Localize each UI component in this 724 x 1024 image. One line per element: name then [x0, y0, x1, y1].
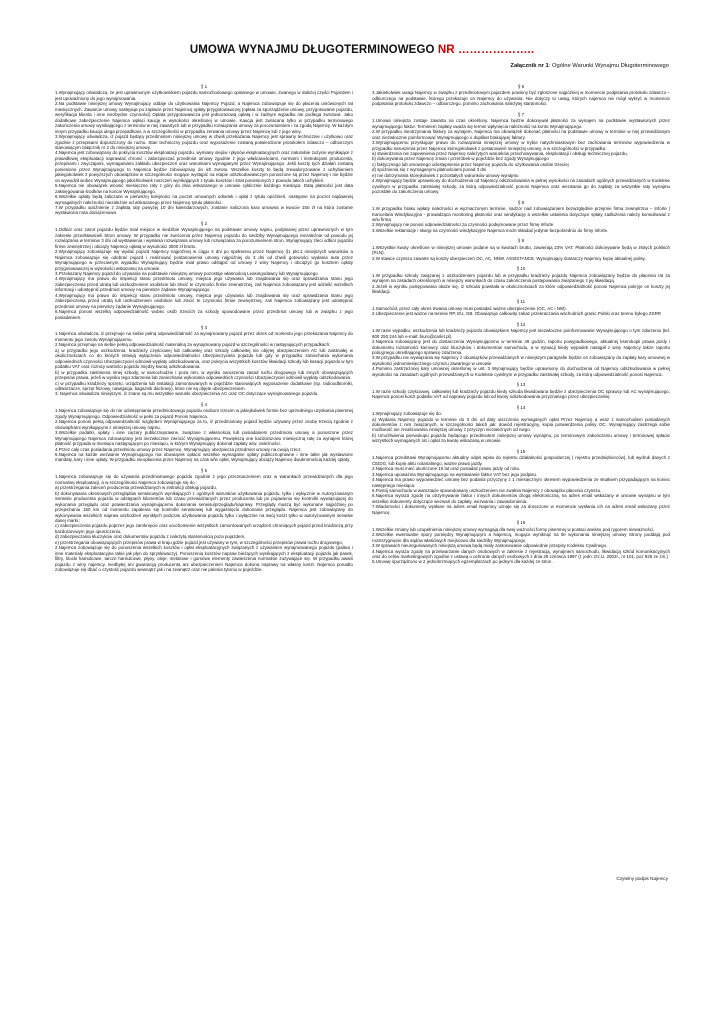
clause-paragraph: 6.Wszelkie opłaty będą zaliczane w pierwszej kolejności na poczet umownych odsetek i opłat z tytułu opóźnień, następnie na poczet najdawniej wymagalnych należności niezależnie od wskazanego przez Najemcę tytułu płatności.	[55, 194, 353, 205]
section	[372, 200, 670, 234]
clause-paragraph: 4.Pomimo zastrzeżonej kary umownej określonej w ust. 3 Wynajmujący będzie uprawniony do dochodzenia od Najemcy odszkodowania w pełnej wysokości na zasadach ogólnych przewidzianych w Kodeksie cywilnym w przypadku zaistniałej szkody, za którą odpowiedzialność ponosi Najemca.	[372, 366, 670, 377]
clause-paragraph: 3.Wszelkie podatki, opłaty i inne ciężary publicznoprawne, związane z własnością lub posiadaniem przedmiotu umowy a ponoszone przez Wynajmującego Najemca zobowiązany jest niezwłocznie zwrócić Wynajmującemu. Powiększą one każdorazowo miesięczną ratę za wynajem której płatność przypada w miesiącu następującym po miesiącu, w którym Wynajmujący dokonał zapłaty w/w. należności.	[55, 430, 353, 447]
clause-paragraph: 3.Przekazany Najemcy pojazd do używania na podstawie niniejszej umowy pozostaje własnością Leasingodawcy lub Wynajmującego.	[55, 270, 319, 276]
clause-paragraph: 3.W przypadku nie wywiązania się Najemcy z obowiązków przewidzianych w niniejszym paragrafie będzie on zobowiązany do zapłaty kary umownej w wysokości jednomiesięcznego czynszu zawartego w umowie	[372, 355, 670, 366]
annex-description: : Ogólne Warunki Wynajmu Długoterminowego	[548, 63, 669, 69]
section-heading: § 9	[517, 238, 525, 244]
clause-paragraph: d) zabezpieczania kluczyków oraz dokumentów pojazdu z należytą starannością poza pojazdem,	[55, 534, 246, 540]
clause-paragraph: 1.W przypadku szkody związanej z uszkodzeniem pojazdu lub w przypadku kradzieży pojazdu Najemca zobowiązany będzie do płacenia rat za wynajem na zasadach określonych w niniejszy warunkach do czasu zakończenia postępowania związanego z jej likwidacją.	[372, 272, 670, 284]
clause-paragraph: 3.Wynajmującemu przysługuje prawo do rozwiązania niniejszej umowy w trybie natychmiastowym bez zachowania terminów wypowiedzenia w przypadku naruszenia przez Najemcę któregokolwiek z postanowień niniejszej umowy, a w szczególności w przypadku:	[372, 140, 670, 151]
clause-paragraph: a) przestrzegania zaleceń producenta przewidzianych w instrukcji obsługi pojazdu,	[55, 485, 218, 491]
clause-paragraph: d) spóźnienia się z wymaganymi płatnościami ponad 3 dni	[372, 167, 487, 173]
clause-paragraph: c) faktycznego lub umownego udostępnienia przez Najemcę pojazdu do użytkowania osobie trzeciej	[372, 161, 569, 167]
section-heading: § 5	[200, 467, 208, 473]
clause-paragraph: 1.Najemca zobowiązuje się do używania przedmiotowego pojazdu zgodnie z jego przeznaczeniem oraz w warunkach przewidzianych dla jego normalnej eksploatacji, a w szczególności Najemca zobowiązuje się do :	[55, 474, 353, 485]
clause-paragraph: 2.Najemca musi mieć ukończone 19 lat oraz posiadać prawo jazdy od roku.	[372, 466, 521, 472]
clause-paragraph: 3.W sprawach nieuregulowanych niniejszą umową będą miały zastosowanie odpowiednie przepisy Kodeksu Cywilnego.	[372, 543, 608, 549]
clause-paragraph: e) przestrzegania obowiązujących przepisów prawa w kraju gdzie pojazd jest używany w tym, w szczególności przepisów prawa ruchu drogowego,	[55, 539, 344, 545]
clause-paragraph: a) Wydania Najemcy pojazdu w terminie do 3 dni od daty uiszczenia wymaganych opłat Przez Najemcę a wraz z samochodem posiadanych dokumentów z nim związanych, w szczególności takich jak: dowód rejestracyjny, kopia potwierdzenia polisy OC. Wynajmujący zastrzega sobie możliwość nie zrealizowania niniejszej umowy z przyczyn niezależnych od niego.	[372, 416, 670, 433]
clause-paragraph: 4.Najemca jest zobowiązany do pokrycia kosztów eksploatacji pojazdu, wymiany olejów i płynów eksploatacyjnych oraz naturalnie zużycie wynikające z prawidłowej eksploatacji naprawiać chronić i zabezpieczać przedmiot umowy zgodnie z jego właściwościami, normami i instrukcjami producenta, przepisami i zwyczajami, wymaganiami zakładu ubezpieczeń oraz warunkami wymaganymi przez Wynajmującego. Jeśli koszty tych działań zostaną poniesione przez Wynajmującego to Najemca będzie zobowiązany do ich zwrotu. Wszelkie koszty te będą zrewaloryzowane z uchybieniem jakiegokolwiek z powyższych obowiązków w szczególności mogące wystąpić na etapie odszkodowawczym ponoszone są przez Najemcę i nie będzie on wywodził wobec Wynajmującego jakichkolwiek roszczeń wynikających z tytułu kosztów i strat poniesionych z powodu takich uchybień.	[55, 150, 353, 183]
clause-paragraph: b) dokonywania okresowych przeglądów serwisowych wynikających z ogólnych warunków użytkowania pojazdu, tylko i wyłącznie w Autoryzowanym Serwisie producenta pojazdu w odstępach kilometrów lub czasu przewidzianych przez producenta lub po pojawieniu się kontrolki wywiązującej do wykonania przeglądu oraz potwierdzania wynajmującemu dokonania serwisu/przeglądu/naprawy. Przeglądy muszą być wykonane najpóźniej po przejechaniu 150 km od momentu zapalenia się kontrolki serwisowej lub wygaśnięciu dokonania przeglądu. Najemca jest zobowiązany do wykonywania wszelkich napraw uszkodzeń wynikłych podczas użytkowania pojazdu tylko i wyłącznie na swój koszt tylko w autoryzowanym serwisie danej marki ;	[55, 490, 353, 523]
clause-paragraph: 1.Wszelkie zmiany lub uzupełnienia niniejszej umowy wymagają dla swej ważności formy pisemnej w postaci aneksu pod rygorem nieważności.	[372, 526, 655, 532]
clause-paragraph: b) w przypadku zaistnienia innej szkody, w samochodzie i poza nim, w wyniku naruszenia zasad ruchu drogowego lub innych obowiązujących przepisów prawa, jeżeli w wyniku tego zdarzenia lub zaniechania wykonania odpowiednich czynności Ubezpieczyciel odmówił wypłaty odszkodowania.	[55, 369, 353, 381]
clause-paragraph: 3. Najemca oświadcza niniejszym, iż znane są mu wszystkie warunki ubezpieczenia AC oraz OC dotyczące wynajmowanego pojazdu.	[55, 391, 319, 397]
section-heading: § 3	[200, 325, 208, 331]
clause-paragraph: 6.Najemca wyraża zgodę na otrzymywanie faktur i innych dokumentów drogą elektroniczną, na adres email wskazany w umowie wynajmu w tym wszelkie dokumenty dotyczące wezwań do zapłaty, wezwania i zawiadomienia.	[372, 493, 670, 504]
clause-paragraph: 3.Wszelkie reklamacje i skargi na czynności windykacyjne Najemca może składać jedynie bezpośrednio do firmy Inforte.	[372, 227, 609, 233]
annex-label: Załącznik nr 1	[510, 63, 549, 69]
clause-paragraph: 3.Jakiekolwiek uwagi Najemcy w związku z przedmiotowym pojazdem powinny być zgłoszone najpóźniej w momencie podpisania protokołu zdawczo – odbiorczego na podstawie, którego przekazuje on Najemcy do używania. Nie dotyczy to uwag, których najemca nie mógł wykryć w momencie podpisania protokołu zdawczo – odbiorczego, pomimo zachowania należytej staranności.	[372, 90, 670, 107]
clause-paragraph: 2.Ubezpieczenie jest ważne na terenie RP, EU, GB. Obowiązuje całkowity zakaz przekraczania wschodnich granic Polski oraz terenu byłego ZSRR	[372, 311, 661, 317]
section-heading: § 1	[200, 84, 208, 89]
section	[372, 299, 670, 316]
section-heading: § 8	[517, 199, 525, 205]
clause-paragraph: 1.W razie szkody częściowej, całkowitej lub kradzieży pojazdu kiedy szkoda likwidowana będzie z ubezpieczenia OC sprawcy lub AC wynajmującego, Najemca ponosi koszt podatku VAT od naprawy pojazdu lub od kwoty odszkodowania przyznanego przez ubezpieczalnię.	[372, 388, 670, 400]
section	[372, 238, 670, 261]
right-column	[372, 84, 670, 570]
title-number: NR ………………..	[437, 44, 535, 56]
clause-paragraph: a) w przypadku jego uszkodzenia, kradzieży częściowej lub całkowitej oraz szkody całkowitej nie objętej ubezpieczeniem AC lub zaistniałej w okolicznościach co do których istnieją wyłączenia odpowiedzialności Ubezpieczyciela pojazdu lub gdy w przypadku zaniechania wykonania odpowiednich czynności Ubezpieczyciel odmówił wypłaty odszkodowania, oraz pokrycia wszystkich kosztów likwidacji szkody lub kasacji pojazdu w tym podatku VAT oraz różnicy wartości pojazdu między kwotą odszkodowania.	[55, 347, 353, 370]
section-heading: § 13	[516, 382, 526, 388]
clause-paragraph: 2.Najemca ponosi pełną odpowiedzialność względem Wynajmującego za to, iż przedmiotowy pojazd będzie używany przez osobę trzecią zgodnie z obowiązkami wynikającymi z niniejszej umowy najmu.	[55, 419, 353, 430]
clause-paragraph: e) nie dotrzymania którejkolwiek z pozostałych warunków umowy wynajmu	[372, 172, 519, 178]
clause-paragraph: 2.Wynajmujący zobowiązuje się wydać pojazd Najemcy najpóźniej w ciągu 3 dni po spełnieniu przez Najemcę §1 pkt.1 niniejszych warunków a Najemca zobowiązuje się odebrać pojazd i realizować postanowienia umowy najpóźniej do 3 dni od chwili gotowości wydania auta przez Wynajmującego w przeciwnym wypadku Wynajmujący będzie miał prawo odstąpić od umowy z winy Najemcy i obciążyć go kosztem opłaty przygotowawczej w wysokości wskazanej na umowie.	[55, 249, 353, 271]
clause-paragraph: 4.Wynajmujący ma prawo do inspekcji stanu przedmiotu umowy, miejsca jego używania lub znajdowania się oraz sprawdzania stanu jego zabezpieczenia przed utratą lub uszkodzeniem osobiście lub zlecić te czynności firmie zewnętrznej, zaś Najemca zobowiązany jest udzielić wszelkich informacji i udostępnić przedmiot umowy na pierwsze żądanie Wynajmującego.	[55, 276, 353, 293]
section	[55, 402, 353, 463]
clause-paragraph: 5.Postój samochodu w warsztacie spowodowany uszkodzeniem nie zwalnia Najemcy z obowiązku płacenia czynszu.	[372, 488, 602, 493]
clause-paragraph: 4.Przez cały czas posiadania przedmiotu umowy przez Najemcę, Wynajmujący ubezpiecza przedmiot umowy na cwoją rzecz.	[55, 446, 302, 452]
section-heading: § 10	[516, 266, 526, 272]
section	[55, 84, 353, 216]
section	[55, 325, 353, 397]
clause-paragraph: 2.W przypadku nieotrzymania faktury za wynajem, Najemca ma obowiązek dokonać płatności na podstawie umowy w terminie w niej przewidzianym oraz niezwłocznie poinformować Wynajmującego o duplikat brakującej faktury.	[372, 129, 670, 140]
annex-line	[510, 63, 669, 69]
clause-paragraph: 1.Wynajmujący oświadcza, że jest uprawnionym użytkownikiem pojazdu samochodowego opisanego w umowie, zwanego w dalszej części Pojazdem i jest upoważniony do jego wynajmowania.	[55, 90, 353, 101]
clause-paragraph: 4.Najemca ma prawo wypowiedzieć umowę bez podania przyczyny z 1 miesięcznym okresem wypowiedzenia ze skutkiem przypadającym na koniec następnego miesiąca.	[372, 477, 670, 488]
clause-paragraph: 2.Wynajmujący nie ponosi odpowiedzialności za czynności podejmowane przez firmę Inforte.	[372, 222, 555, 228]
clause-paragraph: c) w przypadku kradzieży sprzętu, urządzenia lub instalacji zamontowanych w pojeździe stanowiących wyposażenie dodatkowe (np. radioodbiorniki, odtwarzacze, sprzęt fiszowy, nawigacja, bagażnik dachowy), które nie są objęte ubezpieczeniem.	[55, 380, 353, 392]
clause-paragraph: a) stwierdzenia nie zapewnienia przez Najemcę należytych warunków przechowywania, eksploatacji i obsługi technicznej pojazdu,	[372, 150, 628, 156]
clause-paragraph: 1.Najemca oświadcza, iż przejmuje na siebie pełną odpowiedzialność za wynajmowany pojazd przez okres od momentu jego przekazania Najemcy do momentu jego zwrotu Wynajmującemu.	[55, 331, 353, 342]
section-heading: § 7	[517, 111, 525, 117]
section-heading: § 11	[516, 299, 526, 305]
section-heading: § 4	[200, 401, 208, 407]
clause-paragraph: 5.Najemca nie obowiązek wnosić miesięczne raty z góry do dnia wskazanego w umowie cyklicznie każdego miesiąca. Datą płatności jest data zaksięgowania środków na koncie Wynajmującego.	[55, 183, 353, 194]
section-heading: § 2	[200, 220, 208, 226]
clause-paragraph: 7.W przypadku opóźnienie z zapłatą raty powyżej 10 dni kalendarzowych, zostanie naliczona kara umowna w kwocie 150 zł na która zostanie wystawiona nota obciążeniowa	[55, 204, 353, 216]
section-heading: § 12	[516, 321, 526, 327]
document-title	[0, 44, 724, 56]
section-heading: § 6	[517, 84, 525, 89]
clause-paragraph: 4.Najemca wyraża zgodę na przetwarzanie danych osobowych w zakresie z rejestracją, wynajmem samochodu, likwidacją szkód komunikacyjnych oraz do celów marketingowych zgodnie z ustawą o ochronie danych osobowych z dnia 29 czerwca 1997 (t. jedn. Dz.U. 2002r., nr 101, poz 926 ze zm.)	[372, 548, 670, 559]
left-column	[55, 84, 353, 578]
clause-paragraph: 1.Wszystkie kwoty określone w niniejszej umowie podane są w kwotach brutto, zawierają 23% VAT. Płatności dokonywane będą w złotych polskich (PLN).	[372, 244, 670, 256]
section	[372, 405, 670, 444]
clause-paragraph: 1.W przypadku braku wpłaty należności w wyznaczonym terminie, nadzór nad zobowiązaniem bezwzględnie przejmie firma zewnętrzna – Inforte | Kancelaria Windykacyjna - prowadząca monitoring płatności oraz windykację a wszelkie ustalenia dotyczące spłaty zadłużenia należy konsultować z w/w firmą	[372, 206, 670, 222]
clause-paragraph: 5.Umowę sporządzono w 2 jednobrzmiących egzemplarzach po jednym dla każdej ze stron .	[372, 559, 554, 565]
clause-paragraph: 1.Wynajmujący zobowiązuje się do:	[372, 411, 443, 417]
clause-paragraph: c) zabezpieczenia pojazdu poprzez jego zamknięcie oraz uruchomienie wszystkich zamontowanych urządzeń chroniących pojazd przed kradzieżą przy każdorazowym jego opuszczeniu,	[55, 523, 353, 534]
clause-paragraph: b) Umożliwienia pierwokupu pojazdu będącego przedmiotem niniejszej umowy wynajmu, po terminowym zakończeniu umowy i terminowej spłacie wszystkich wymaganych rat i opłat za kwotę wskazaną w umowie.	[372, 432, 670, 444]
clause-paragraph: 1.Najemca przedstawi Wynajmującemu aktualny odpis wpisu do rejestru działalności gospodarczej ( rejestru przedsiębiorców), lub wydruk danych z CEIDG, lub kopię aktu notarialnego, ważne prawo jazdy.	[372, 455, 670, 466]
section	[55, 468, 353, 573]
section	[372, 84, 670, 107]
clause-paragraph: 4.Wynajmujący będzie uprawniony do dochodzenia od Najemcy odszkodowania w pełnej wysokości na zasadach ogólnych przewidzianych w Kodeksie cywilnym w przypadku zaistniałej szkody, za którą odpowiedzialność ponosi Najemca oraz wezwania go do zapłaty za wszystkie raty wynajmu pozostałe do zakończenia umowy.	[372, 178, 670, 195]
clause-paragraph: 1.Odbiór oraz zwrot pojazdu będzie miał miejsce w siedzibie Wynajmującego na podstawie umowy najmu, podpisanej przez uprawnionych w tym zakresie przedstawicieli Stron umowy. W przypadku nie zwrócenia przez Najemcę pojazdu do siedziby Wynajmującego niezależnie od powodu jej rozwiązania w terminie 3 dni od wystawienia i wysłania rozwiązania umowy lub rozwiązania za porozumieniem stron, Wynajmujący zleci odbiór pojazdu firmie zewnętrznej i obciąży Najemcę opłatą w wysokości 3000 zł brutto.	[55, 227, 353, 249]
clause-paragraph: 2.Wszelkie ewentualne spory pomiędzy Wynajmującym a Najemcą, mogące wyniknąć na tle wykonania niniejszej umowy Strony poddają pod rozstrzygnięcie dla sądów właściwych miejscowo dla siedziby Wynajmującego	[372, 532, 670, 543]
signature-label: Czytelny podpis Najemcy	[616, 876, 668, 881]
clause-paragraph: 2.Najemca przejmuje na siebie pełną odpowiedzialność materialną za wynajmowany pojazd w szczególności w następujących przypadkach:	[55, 342, 331, 348]
section	[372, 322, 670, 378]
section	[55, 221, 353, 320]
clause-paragraph: 7.Wiadomości i dokumenty wysłane na adres email Najemcy uznaje się za doręczone w momencie wysłania ich na adres email wskazany przez Najemcę.	[372, 504, 670, 515]
section	[372, 112, 670, 195]
clause-paragraph: 3.Najemca upoważnia Wynajmującego na wystawianie faktur VAT bez jego podpisu.	[372, 471, 538, 477]
clause-paragraph: 1.Najemca zobowiązuje się do nie udostępniania przedmiotowego pojazdu osobom trzecim w jakiejkolwiek formie bez uprzedniego uzyskania pisemnej zgody Wynajmującego. Odpowiedzialność w pełni za pojazd Ponosi Najemca.	[55, 408, 353, 419]
clause-paragraph: 1.Samochód, przez cały okres trwania umowy musi posiadać ważne ubezpieczenie (OC, AC i NW).	[372, 305, 567, 311]
clause-paragraph: 2.Najemca zobowiązuje się do ponoszenia wszelkich kosztów i opłat eksploatacyjnych związanych z używaniem wynajmowanego pojazdu (paliwo i inne materiały eksploatacyjne takie jak płyn do spryskiwaczy). Ponoszenia kosztów napraw bieżących wynikających z eksploatacji pojazdu jak pasek, filtry, klocki hamulcowe, tarcze hamulcowe, płyny, oleje, metalowe i gumowe elementy zawieszenia normalnie zużywające się. W przypadku awarii pojazdu z winy najemcy, niedbyłej ani gwarancją producenta ani ubezpieczeniem Najemca dokona naprawy na własny koszt. Najemca ponadto zobowiązuje się dbać o czystość pojazdu wewnątrz jak i na zewnątrz oraz nie palenia tytoniu w pojeździe.	[55, 545, 353, 573]
section-heading: § 15	[516, 448, 526, 454]
clause-paragraph: 2.Najemca zobowiązany jest do dostarczenia Wynajmującemu w terminie 48 godzin, raportu powypadkowego, aktualnej kserokopii prawa jazdy i dokumentu tożsamości kierowcy oraz kluczyków i dokumentów samochodu, a w sytuacji kiedy wypadek nastąpił z winy Najemcy także raportu policyjnego określającego sprawcę zdarzenia.	[372, 339, 670, 356]
title-main: UMOWA WYNAJMU DŁUGOTERMINOWEGO	[189, 44, 435, 56]
clause-paragraph: 2.Jeżeli w wyniku postępowania okaże się, iż szkoda powstała w okolicznościach za które odpowiedzialność ponosi Najemca pokryje on koszty jej likwidacji.	[372, 283, 670, 294]
section	[372, 266, 670, 294]
clause-paragraph: 2.W stawce czynszu zawarte są koszty ubezpieczeń OC, AC, NNW, ASSISTANCE. Wynajmujący dostarczy Najemcy kopię aktualnej polisy.	[372, 255, 646, 261]
clause-paragraph: 1.W razie wypadku, uszkodzenia lub kradzieży pojazdu obowiązkiem Najemcy jest niezwłoczne poinformowanie Wynajmującego o tym zdarzeniu (tel. 600 250 244 lub e-mail: biuro@carlet.pl).	[372, 328, 670, 339]
clause-paragraph: b) dokonywania przez Najemcę zmian i przeróbek w pojeździe bez zgody Wynajmującego	[372, 156, 549, 162]
clause-paragraph: 5.Najemca na każde wezwanie Wynajmującego ma obowiązek opłacić wszelkie wymagalne opłaty publicznoprawne i inne takie jak wystawione mandaty, kary i inne opłaty. W przypadku nieopłacenia przez Najemcę na czas w/w opłat, Wynajmujący obciąży Najemcę dwukrotnością każdej opłaty.	[55, 452, 353, 463]
clause-paragraph: 4.Wynajmujący ma prawo do inspekcji stanu przedmiotu umowy, miejsca jego używania lub znajdowania się oraz sprawdzania stanu jego zabezpieczenia przed utratą lub uszkodzeniem osobiście lub zlecić te czynności firmie zewnętrznej, zaś Najemca zobowiązany jest udostępnić przedmiot umowy na pierwszy żądanie Wynajmującego.	[55, 292, 353, 309]
section	[372, 520, 670, 565]
clause-paragraph: 1.Umowa niniejsza zostaje zawarta na czas określony. Najemca będzie dokonywał płatności za wynajem na podstawie wystawionych przez wynajmującego faktur. Terminem zapłaty uważa się termin wpłynięcia należności na konto Wynajmującego.	[372, 118, 670, 129]
clause-paragraph: 2.Na podstawie niniejszej umowy Wynajmujący oddaje do użytkowania Najemcy Pojazd, a Najemca zobowiązuje się do płacenia umówionych rat miesięcznych. Zawarcie umowy następuje po zapłacie przez Najemcę opłaty przygotowawczej (opłata za sporządzenie umowy, przygotowanie pojazdu, weryfikacja klienta i inne niezbędne czynności) Opłata przygotowawcza jest jednorazową opłatą i w żadnym wypadku nie podlega zwrotowi. Jako dodatkowe zabezpieczenie Najemca wpłaci kaucję w wysokości określonej w umowie. Kaucja jest zwracana tylko w przypadku terminowego zakończenia umowy wynikającego z terminów w niej zawartych lub w przypadku rozwiązania umowy za porozumieniem i za zgodą Najemcy. W każdym innym przypadku kaucja ulega przepadkowi, a w szczególności w przypadku zerwania umowy przez Najemcę lub z jego winy.	[55, 101, 353, 134]
section-heading: § 16	[516, 520, 526, 526]
section	[372, 449, 670, 515]
section-heading: § 14	[516, 404, 526, 410]
section	[372, 382, 670, 399]
clause-paragraph: 3.Wynajmujący oświadcza, iż pojazd będący przedmiotem niniejszej umowy w chwili przekazania Najemcy jest sprawny technicznie i użytkowo oraz zgodnie z przepisami dopuszczony do ruchu. Stan techniczny pojazdu oraz wyposażenie zostaną potwierdzone protokołem zdawczo – odbiorczym stanowiącym załącznik nr 2 do niniejszej umowy.	[55, 134, 353, 150]
clause-paragraph: 5.Najemca ponosi wszelką odpowiedzialność wobec osób trzecich za szkody spowodowane przez przedmiot umowy lub w związku z jego posiadaniem.	[55, 309, 353, 320]
